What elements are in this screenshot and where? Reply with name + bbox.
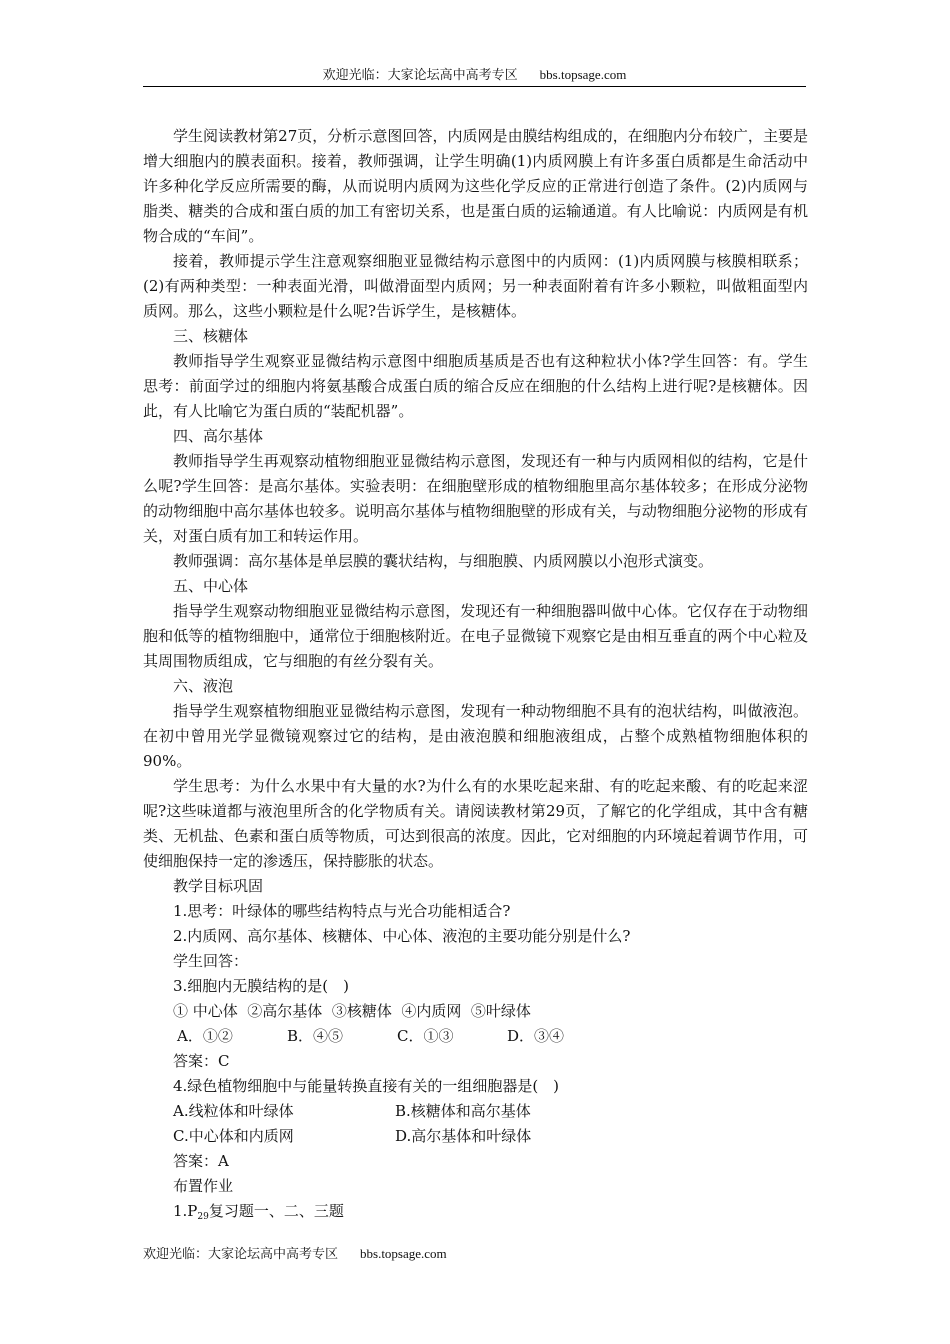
question-3-items: ① 中心体 ②高尔基体 ③核糖体 ④内质网 ⑤叶绿体: [173, 1002, 531, 1020]
heading-centrosome: 五、中心体: [173, 577, 249, 595]
document-body: [143, 124, 808, 1224]
homework-item-page: 29: [197, 1212, 209, 1222]
paragraph-ribosome: 教师指导学生观察亚显微结构示意图中细胞质基质是否也有这种粒状小体?学生回答：有。学生思考：前面学过的细胞内将氨基酸合成蛋白质的缩合反应在细胞的什么结构上进行呢?是核糖体。因此，有人比喻它为蛋白质的“装配机器”。: [143, 352, 808, 420]
paragraph-er-types: 接着，教师提示学生注意观察细胞亚显微结构示意图中的内质网：(1)内质网膜与核膜相联系；(2)有两种类型：一种表面光滑，叫做滑面型内质网；另一种表面附着有许多小颗粒，叫做粗面型内质网。那么，这些小颗粒是什么呢?告诉学生，是核糖体。: [143, 252, 808, 320]
student-answer-label: 学生回答：: [173, 952, 249, 970]
option-b: B.核糖体和高尔基体: [395, 1102, 531, 1120]
option-a: A．①②: [177, 1027, 233, 1045]
page-footer: [143, 1245, 447, 1264]
heading-golgi: 四、高尔基体: [173, 427, 264, 445]
paragraph-vacuole-thinking: 学生思考：为什么水果中有大量的水?为什么有的水果吃起来甜、有的吃起来酸、有的吃起来涩呢?这些味道都与液泡里所含的化学物质有关。请阅读教材第29页，了解它的化学组成，其中含有糖类、无机盐、色素和蛋白质等物质，可达到很高的浓度。因此，它对细胞的内环境起着调节作用，可使细胞保持一定的渗透压，保持膨胀的状态。: [143, 777, 808, 870]
homework-title: 布置作业: [173, 1177, 234, 1195]
header-welcome: 欢迎光临：大家论坛高中高考专区: [322, 68, 518, 83]
question-4-options-row-1: [143, 1099, 808, 1124]
option-a: A.线粒体和叶绿体: [173, 1102, 294, 1120]
question-3-answer: 答案：C: [173, 1052, 230, 1070]
review-question-2: 2.内质网、高尔基体、核糖体、中心体、液泡的主要功能分别是什么?: [173, 927, 631, 945]
homework-item-1: [143, 1199, 808, 1224]
question-4-options-row-2: [143, 1124, 808, 1149]
paragraph-golgi-emphasis: 教师强调：高尔基体是单层膜的囊状结构，与细胞膜、内质网膜以小泡形式演变。: [173, 552, 714, 570]
option-b: B．④⑤: [287, 1027, 344, 1045]
question-4-answer: 答案：A: [173, 1152, 229, 1170]
footer-welcome: 欢迎光临：大家论坛高中高考专区: [143, 1247, 339, 1262]
question-3-options: [143, 1024, 808, 1049]
heading-ribosome: 三、核糖体: [173, 327, 249, 345]
footer-site-link[interactable]: bbs.topsage.com: [360, 1246, 447, 1261]
header-site-link[interactable]: bbs.topsage.com: [539, 67, 627, 82]
paragraph-centrosome: 指导学生观察动物细胞亚显微结构示意图，发现还有一种细胞器叫做中心体。它仅存在于动物细胞和低等的植物细胞中，通常位于细胞核附近。在电子显微镜下观察它是由相互垂直的两个中心粒及其周围物质组成，它与细胞的有丝分裂有关。: [143, 602, 808, 670]
review-title: 教学目标巩固: [173, 877, 264, 895]
option-d: D．③④: [507, 1027, 565, 1045]
paragraph-er-reading: 学生阅读教材第27页，分析示意图回答，内质网是由膜结构组成的，在细胞内分布较广，主要是增大细胞内的膜表面积。接着，教师强调，让学生明确(1)内质网膜上有许多蛋白质都是生命活动中许多种化学反应所需要的酶，从而说明内质网为这些化学反应的正常进行创造了条件。(2)内质网与脂类、糖类的合成和蛋白质的加工有密切关系，也是蛋白质的运输通道。有人比喻说：内质网是有机物合成的“车间”。: [143, 127, 808, 245]
review-question-4: 4.绿色植物细胞中与能量转换直接有关的一组细胞器是( ): [173, 1077, 560, 1095]
option-c: C.中心体和内质网: [173, 1127, 294, 1145]
paragraph-golgi: 教师指导学生再观察动植物细胞亚显微结构示意图，发现还有一种与内质网相似的结构，它是什么呢?学生回答：是高尔基体。实验表明：在细胞壁形成的植物细胞里高尔基体较多；在形成分泌物的动物细胞中高尔基体也较多。说明高尔基体与植物细胞壁的形成有关，与动物细胞分泌物的形成有关，对蛋白质有加工和转运作用。: [143, 452, 808, 545]
review-question-3: 3.细胞内无膜结构的是( ): [173, 977, 350, 995]
paragraph-vacuole: 指导学生观察植物细胞亚显微结构示意图，发现有一种动物细胞不具有的泡状结构，叫做液泡。在初中曾用光学显微镜观察过它的结构，是由液泡膜和细胞液组成，占整个成熟植物细胞体积的90%。: [143, 702, 808, 770]
option-c: C．①③: [397, 1027, 454, 1045]
page-header: [143, 66, 806, 87]
homework-item-text: 复习题一、二、三题: [208, 1202, 344, 1220]
heading-vacuole: 六、液泡: [173, 677, 234, 695]
homework-item-prefix: 1.P: [173, 1202, 198, 1220]
option-d: D.高尔基体和叶绿体: [395, 1127, 532, 1145]
review-question-1: 1.思考：叶绿体的哪些结构特点与光合功能相适合?: [173, 902, 511, 920]
